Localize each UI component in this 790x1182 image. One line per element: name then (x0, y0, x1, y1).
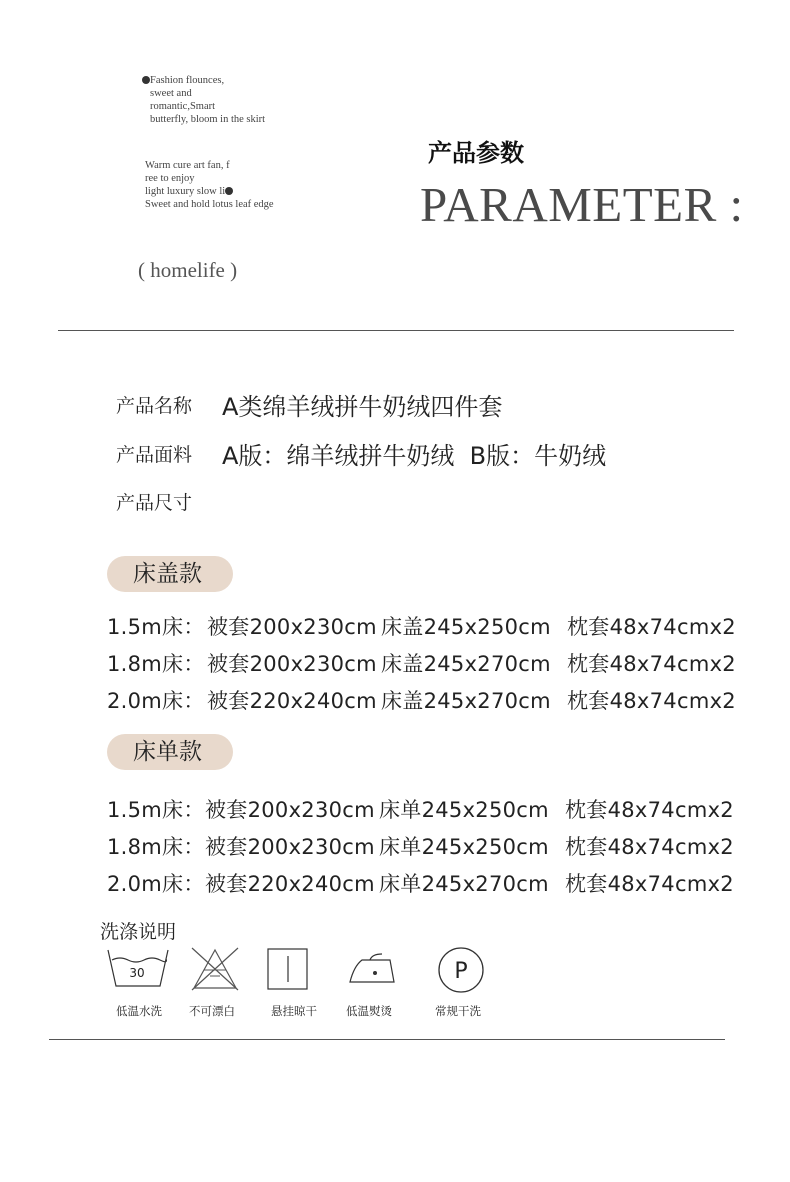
dry-clean-symbol: P (454, 959, 468, 984)
no-bleach-label: 不可漂白 (189, 1004, 235, 1018)
divider-bottom (49, 1039, 725, 1040)
pillow-size: 枕套48x74cmx2 (565, 798, 734, 822)
bed-size: 1.5m床： (107, 798, 205, 822)
product-fabric-label: 产品面料 (116, 444, 193, 466)
hang-dry-label: 悬挂晾干 (271, 1004, 317, 1018)
wash-temp-text: 30 (129, 966, 145, 980)
sheet-size: 床单245x270cm (379, 872, 549, 896)
dry-clean-label: 常规干洗 (435, 1004, 481, 1018)
duvet-size: 被套220x240cm (207, 689, 377, 713)
low-temp-wash-icon (106, 946, 170, 990)
size-row (107, 831, 734, 861)
bedsheet-style-badge: 床单款 (107, 734, 233, 770)
size-row (107, 648, 736, 678)
duvet-size: 被套200x230cm (207, 652, 377, 676)
low-temp-wash-label: 低温水洗 (116, 1004, 162, 1018)
product-fabric-value: A版：绵羊绒拼牛奶绒 B版：牛奶绒 (222, 442, 607, 470)
product-size-label: 产品尺寸 (116, 492, 193, 514)
deco-line: sweet and (150, 88, 192, 99)
bed-size: 2.0m床： (107, 689, 205, 713)
duvet-size: 被套200x230cm (205, 835, 375, 859)
cover-size: 床盖245x250cm (381, 615, 551, 639)
deco-line: Fashion flounces, (150, 75, 225, 86)
size-row (107, 794, 734, 824)
page-title-cn: 产品参数 (428, 139, 524, 167)
deco-line: Warm cure art fan, f (145, 160, 230, 171)
dry-clean-icon (436, 946, 486, 996)
page-title-en: PARAMETER : (420, 177, 744, 232)
low-iron-icon (348, 946, 398, 990)
deco-line: light luxury slow li (145, 186, 226, 197)
deco-line: Sweet and hold lotus leaf edge (145, 199, 274, 210)
sheet-size: 床单245x250cm (379, 798, 549, 822)
product-name-value: A类绵羊绒拼牛奶绒四件套 (222, 393, 503, 421)
size-row (107, 868, 734, 898)
low-iron-label: 低温熨烫 (346, 1004, 392, 1018)
size-row (107, 611, 736, 641)
deco-line: butterfly, bloom in the skirt (150, 114, 266, 125)
pillow-size: 枕套48x74cmx2 (565, 872, 734, 896)
sheet-size: 床单245x250cm (379, 835, 549, 859)
brand-name: ( homelife ) (138, 258, 238, 282)
cover-size: 床盖245x270cm (381, 689, 551, 713)
decorative-text-block-2 (145, 159, 274, 211)
bed-size: 1.8m床： (107, 835, 205, 859)
bedcover-style-badge: 床盖款 (107, 556, 233, 592)
cover-size: 床盖245x270cm (381, 652, 551, 676)
hang-dry-icon (267, 946, 309, 992)
pillow-size: 枕套48x74cmx2 (567, 652, 736, 676)
divider-top (58, 330, 734, 331)
size-row (107, 685, 736, 715)
bed-size: 1.8m床： (107, 652, 205, 676)
product-name-label: 产品名称 (116, 395, 193, 417)
pillow-size: 枕套48x74cmx2 (565, 835, 734, 859)
deco-line: ree to enjoy (145, 173, 195, 184)
decorative-text-block-1 (142, 74, 265, 126)
no-bleach-icon (190, 946, 240, 992)
duvet-size: 被套200x230cm (207, 615, 377, 639)
pillow-size: 枕套48x74cmx2 (567, 689, 736, 713)
pillow-size: 枕套48x74cmx2 (567, 615, 736, 639)
care-instructions-title: 洗涤说明 (100, 921, 177, 943)
deco-line: romantic,Smart (150, 101, 216, 112)
bullet-dot-icon (142, 76, 150, 84)
bed-size: 2.0m床： (107, 872, 205, 896)
bullet-dot-icon (225, 187, 233, 195)
bed-size: 1.5m床： (107, 615, 205, 639)
duvet-size: 被套200x230cm (205, 798, 375, 822)
duvet-size: 被套220x240cm (205, 872, 375, 896)
